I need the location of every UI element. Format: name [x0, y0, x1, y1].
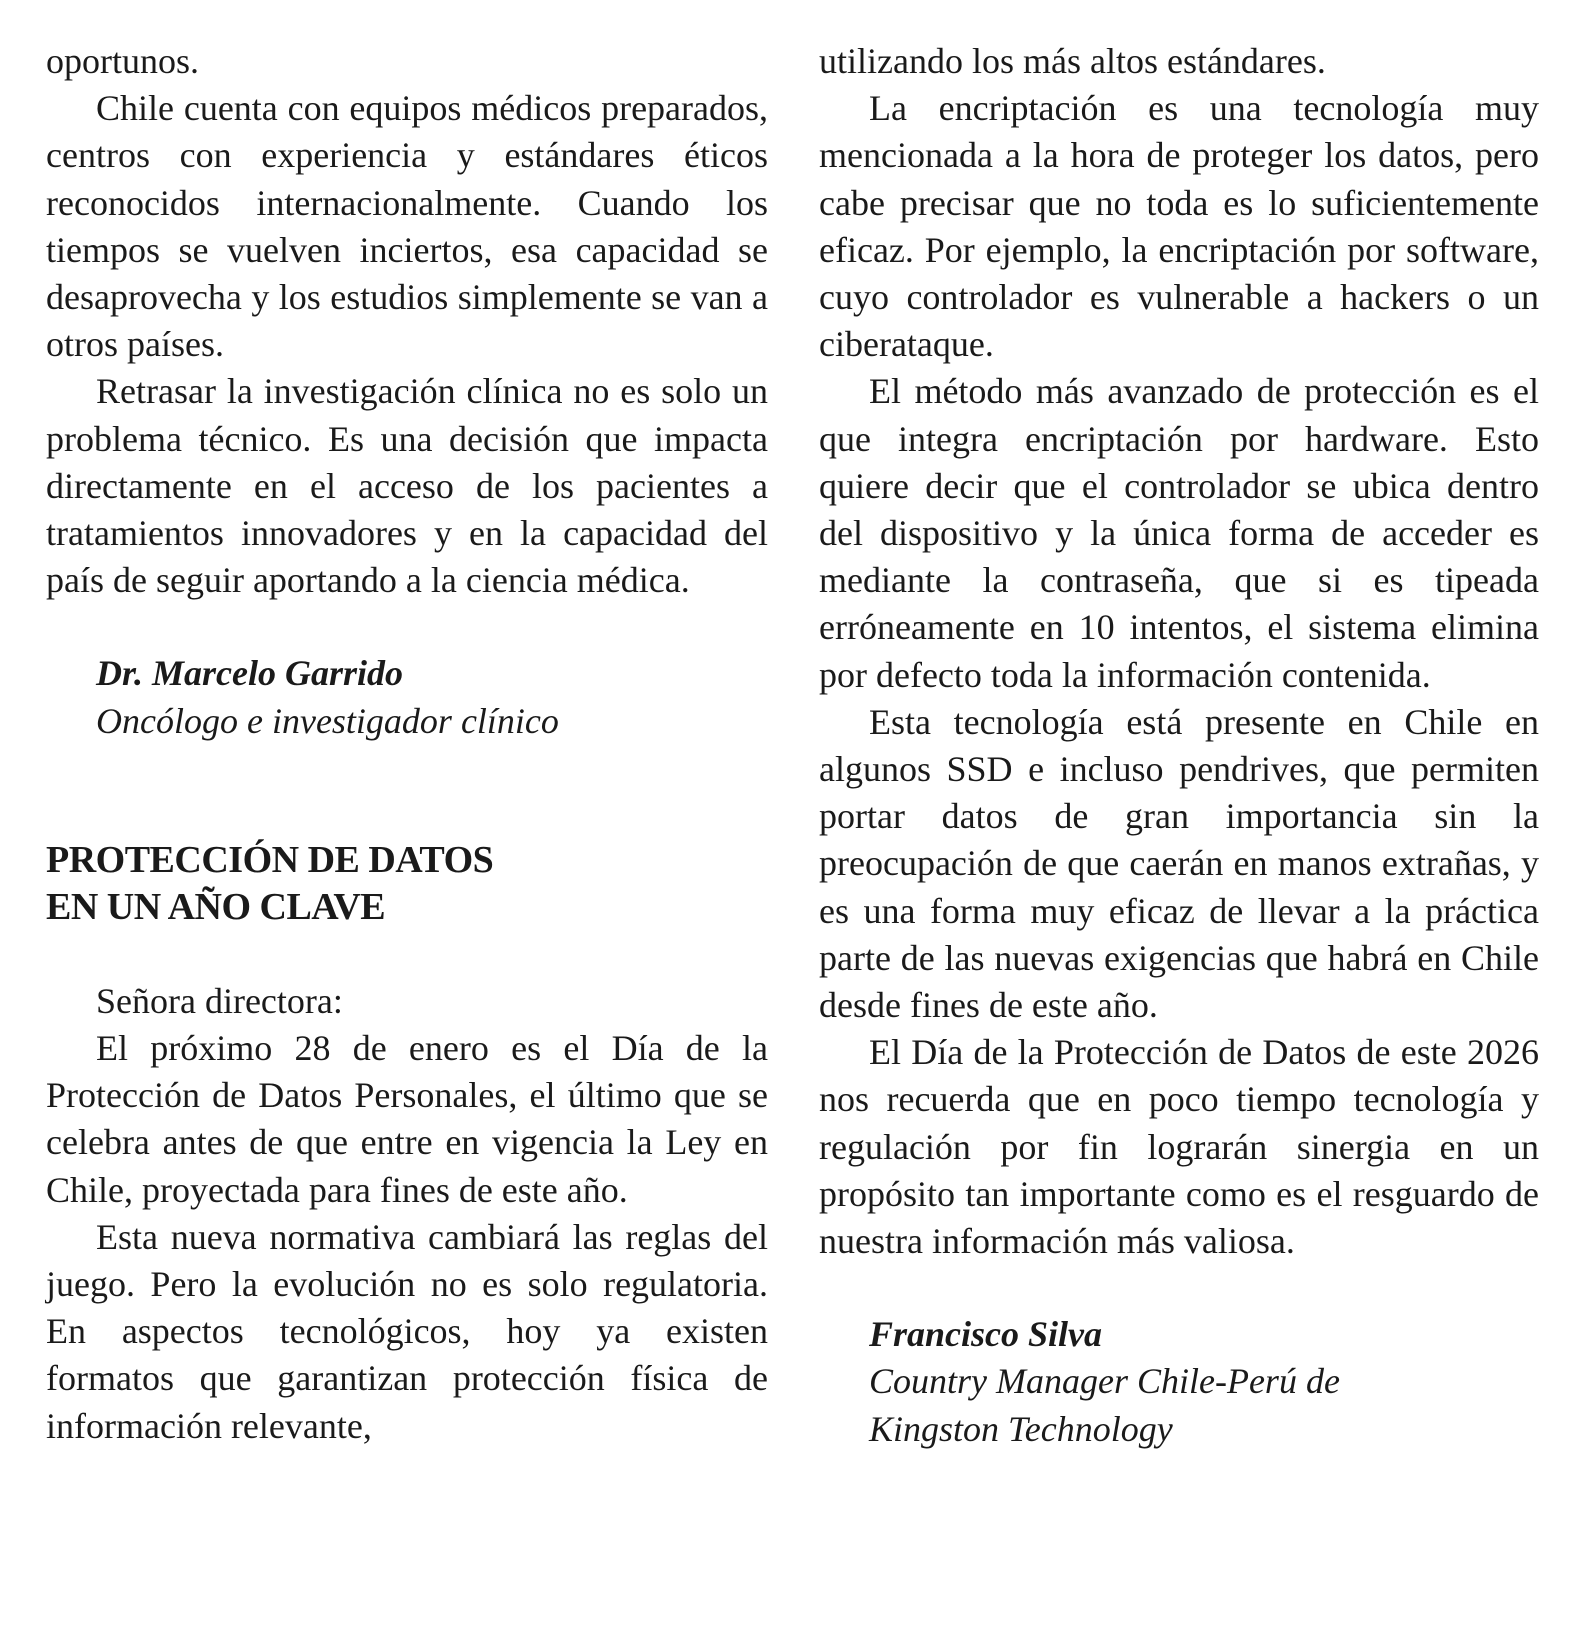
spacer [46, 931, 768, 978]
signature-name: Francisco Silva [869, 1314, 1103, 1355]
paragraph: El Día de la Protección de Datos de este 2026 nos recuerda que en poco tiempo tecnología y regulación por fin lograrán sinergia en un propósito tan importante como es el resguardo de nuestra información más valiosa. [819, 1032, 1539, 1262]
signature-role-line-1: Country Manager Chile-Perú de [869, 1361, 1340, 1402]
paragraph: Retrasar la investigación clínica no es solo un problema técnico. Es una decisión que impacta directamente en el acceso de los pacientes a tratamientos innovadores y en la capacidad del país de seguir aportando a la ciencia médica. [46, 371, 768, 601]
right-column [819, 38, 1539, 1453]
letter-signature-garrido [46, 650, 768, 744]
headline-line-1: PROTECCIÓN DE DATOS [46, 838, 494, 881]
paragraph-continuation: utilizando los más altos estándares. [819, 41, 1326, 81]
paragraph: Esta tecnología está presente en Chile en algunos SSD e incluso pendrives, que permiten portar datos de gran importancia sin la preocupación de que caerán en manos extrañas, y es una forma muy eficaz de llevar a la práctica parte de las nuevas exigencias que habrá en Chile desde fines de este año. [819, 701, 1539, 1026]
paragraph: Esta nueva normativa cambiará las reglas del juego. Pero la evolución no es solo regulatoria. En aspectos tecnológicos, hoy ya existen formatos que garantizan protección física de información relevante, [46, 1216, 768, 1446]
paragraph-continuation: oportunos. [46, 41, 199, 81]
paragraph: Chile cuenta con equipos médicos preparados, centros con experiencia y estándares éticos reconocidos internacionalmente. Cuando los tiempos se vuelven inciertos, esa capacidad se desaprovecha y los estudios simplemente se van a otros países. [46, 88, 768, 365]
signature-name: Dr. Marcelo Garrido [96, 653, 404, 694]
paragraph: El método más avanzado de protección es el que integra encriptación por hardware. Esto quiere decir que el controlador se ubica dentro del dispositivo y la única forma de acceder es mediante la contraseña, que si es tipeada erróneamente en 10 intentos, el sistema elimina por defecto toda la información contenida. [819, 371, 1539, 695]
letter-signature-silva [819, 1311, 1539, 1453]
paragraph: El próximo 28 de enero es el Día de la Protección de Datos Personales, el último que se celebra antes de que entre en vigencia la Ley en Chile, proyectada para fines de este año. [46, 1028, 768, 1210]
spacer [46, 745, 768, 837]
headline-line-2: EN UN AÑO CLAVE [46, 885, 386, 928]
salutation: Señora directora: [96, 980, 343, 1021]
signature-role-line-2: Kingston Technology [869, 1408, 1173, 1449]
paragraph: La encriptación es una tecnología muy mencionada a la hora de proteger los datos, pero cabe precisar que no toda es lo suficientemente eficaz. Por ejemplo, la encriptación por software, cuyo controlador es vulnerable a hackers o un ciberataque. [819, 88, 1539, 365]
signature-role: Oncólogo e investigador clínico [96, 700, 559, 741]
letter-headline [46, 837, 768, 931]
left-column [46, 38, 768, 1450]
